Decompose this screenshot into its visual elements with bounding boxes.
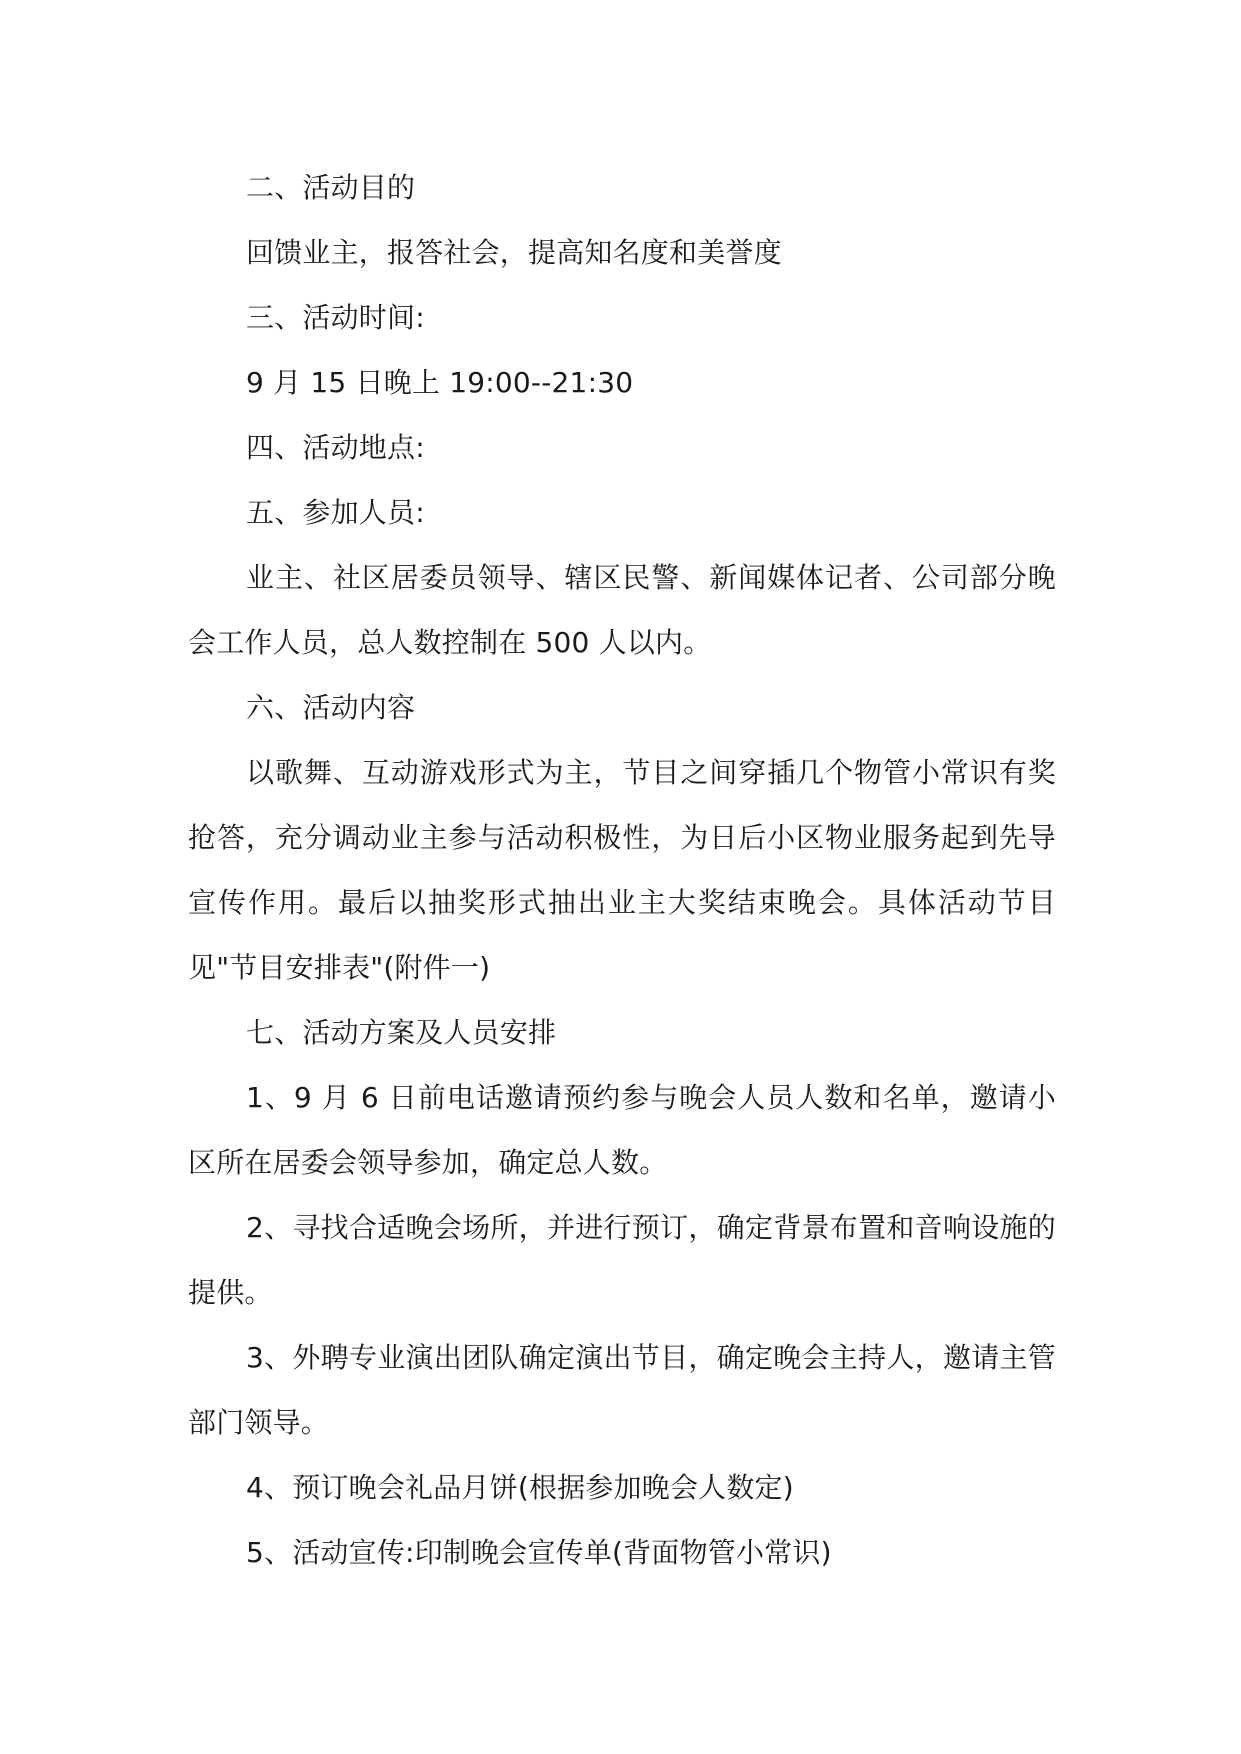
document-body [188, 155, 1056, 1585]
paragraph-plan-item-2: 2、寻找合适晚会场所，并进行预订，确定背景布置和音响设施的提供。 [188, 1211, 1056, 1309]
paragraph-participants-text: 业主、社区居委员领导、辖区民警、新闻媒体记者、公司部分晚会工作人员，总人数控制在 500 人以内。 [188, 561, 1056, 659]
heading-plan-and-staff: 七、活动方案及人员安排 [246, 1016, 557, 1049]
paragraph-plan-item-1: 1、9 月 6 日前电话邀请预约参与晚会人员人数和名单，邀请小区所在居委会领导参加，确定总人数。 [188, 1081, 1056, 1179]
heading-activity-content: 六、活动内容 [246, 691, 416, 724]
heading-activity-time: 三、活动时间: [246, 301, 425, 334]
paragraph-plan-item-5: 5、活动宣传:印制晚会宣传单(背面物管小常识) [246, 1536, 832, 1569]
paragraph-content-text: 以歌舞、互动游戏形式为主，节目之间穿插几个物管小常识有奖抢答，充分调动业主参与活动积极性，为日后小区物业服务起到先导宣传作用。最后以抽奖形式抽出业主大奖结束晚会。具体活动节目见"节目安排表"(附件一) [188, 756, 1056, 984]
heading-participants: 五、参加人员: [246, 496, 425, 529]
paragraph-plan-item-3: 3、外聘专业演出团队确定演出节目，确定晚会主持人，邀请主管部门领导。 [188, 1341, 1056, 1439]
heading-activity-location: 四、活动地点: [246, 431, 425, 464]
paragraph-purpose-text: 回馈业主，报答社会，提高知名度和美誉度 [246, 236, 782, 269]
paragraph-plan-item-4: 4、预订晚会礼品月饼(根据参加晚会人数定) [246, 1471, 794, 1504]
paragraph-time-text: 9 月 15 日晚上 19:00--21:30 [246, 366, 634, 399]
heading-activity-purpose: 二、活动目的 [246, 171, 416, 204]
